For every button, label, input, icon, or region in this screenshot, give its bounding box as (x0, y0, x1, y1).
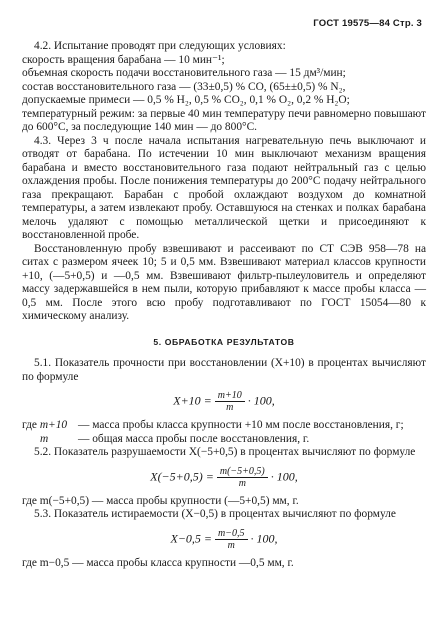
formula-strength-numerator: m+10 (215, 390, 245, 402)
def-symbol-m: m (40, 432, 49, 445)
clause-5-3: 5.3. Показатель истираемости (X−0,5) в процентах вычисляют по формуле (34, 508, 396, 520)
where-word: где (22, 419, 37, 431)
def-symbol-m-plus10: m+10 (39, 419, 68, 431)
formula-strength-fraction (215, 390, 245, 413)
formula-strength-tail: · 100, (247, 393, 275, 408)
clause-5-1: 5.1. Показатель прочности при восстановлении (X+10) в процентах вычисляют по формуле (22, 357, 426, 383)
formula-strength-denominator: m (226, 402, 234, 413)
formula-destruction-lhs: X(−5+0,5) = (150, 468, 214, 483)
gas-flow-line: объемная скорость подачи восстановительного газа — 15 дм³/мин; (22, 67, 346, 79)
definition-m-minus5: где m(−5+0,5) — масса пробы крупности (—5+0,5) мм, г. (22, 494, 299, 507)
page-header: ГОСТ 19575—84 Стр. 3 (313, 18, 422, 29)
gas-composition-line: состав восстановительного газа — (33±0,5) % CO, (65±±0,5) % N₂, (22, 80, 346, 93)
formula-destruction-fraction (217, 466, 268, 489)
formula-abrasion-lhs: X−0,5 = (170, 530, 213, 545)
formula-abrasion (22, 528, 426, 551)
def-text-m: — общая масса пробы после восстановления, г. (78, 432, 310, 445)
formula-abrasion-numerator: m−0,5 (215, 528, 247, 540)
drum-speed-line: скорость вращения барабана — 10 мин⁻¹; (22, 53, 225, 66)
formula-abrasion-fraction (215, 528, 247, 551)
formula-abrasion-tail: · 100, (250, 530, 278, 545)
definition-m-minus05: где m−0,5 — масса пробы класса крупности —0,5 мм, г. (22, 556, 294, 569)
formula-destruction-tail: · 100, (270, 468, 298, 483)
definition-m (22, 433, 426, 447)
temperature-mode-line: температурный режим: за первые 40 мин температуру печи равномерно повышают до 600°C, за последующие 140 мин — до 800°C. (22, 107, 426, 133)
formula-destruction (22, 466, 426, 489)
formula-destruction-denominator: m (238, 477, 246, 489)
definition-m-plus10 (22, 419, 426, 433)
formula-destruction-numerator: m(−5+0,5) (217, 466, 268, 478)
page-content (22, 40, 426, 570)
formula-strength (22, 390, 426, 413)
clause-4-2-intro: 4.2. Испытание проводят при следующих условиях: (34, 40, 286, 52)
impurities-line: допускаемые примеси — 0,5 % H₂, 0,5 % CO₂, 0,1 % O₂, 0,2 % H₂O; (22, 94, 350, 106)
formula-strength-lhs: X+10 = (173, 393, 212, 408)
formula-abrasion-denominator: m (227, 539, 235, 551)
clause-5-2: 5.2. Показатель разрушаемости X(−5+0,5) в процентах вычисляют по формуле (34, 446, 416, 458)
def-text-m-plus10: — масса пробы класса крупности +10 мм после восстановления, г; (78, 419, 404, 431)
weighing-paragraph: Восстановленную пробу взвешивают и рассеивают по СТ СЭВ 958—78 на ситах с размером ячеек 10; 5 и 0,5 мм. Взвешивают материал классов крупности +10, (—5+0,5) и —0,5 мм. Взвешивают фильтр-пылеуловитель и определяют массу задержавшейся в нем пыли, которую прибавляют к массе пробы класса —0,5 мм. После этого всю пробу подготавливают по ГОСТ 15054—80 к химическому анализу. (22, 242, 426, 322)
clause-4-3: 4.3. Через 3 ч после начала испытания нагревательную печь выключают и отводят от барабана. По истечении 10 мин выключают механизм вращения барабана и вместо восстановительного газа подают нейтральный газ с целью охлаждения пробы. После понижения температуры до 200°C подачу нейтрального газа прекращают. Барабан с пробой охлаждают воздухом до комнатной температуры, а затем извлекают пробу. Оставшуюся на стенках и полках барабана мелочь удаляют с помощью металлической щетки и присоединяют к восстановленной пробе. (22, 134, 426, 241)
section-5-title: 5. ОБРАБОТКА РЕЗУЛЬТАТОВ (153, 336, 295, 347)
